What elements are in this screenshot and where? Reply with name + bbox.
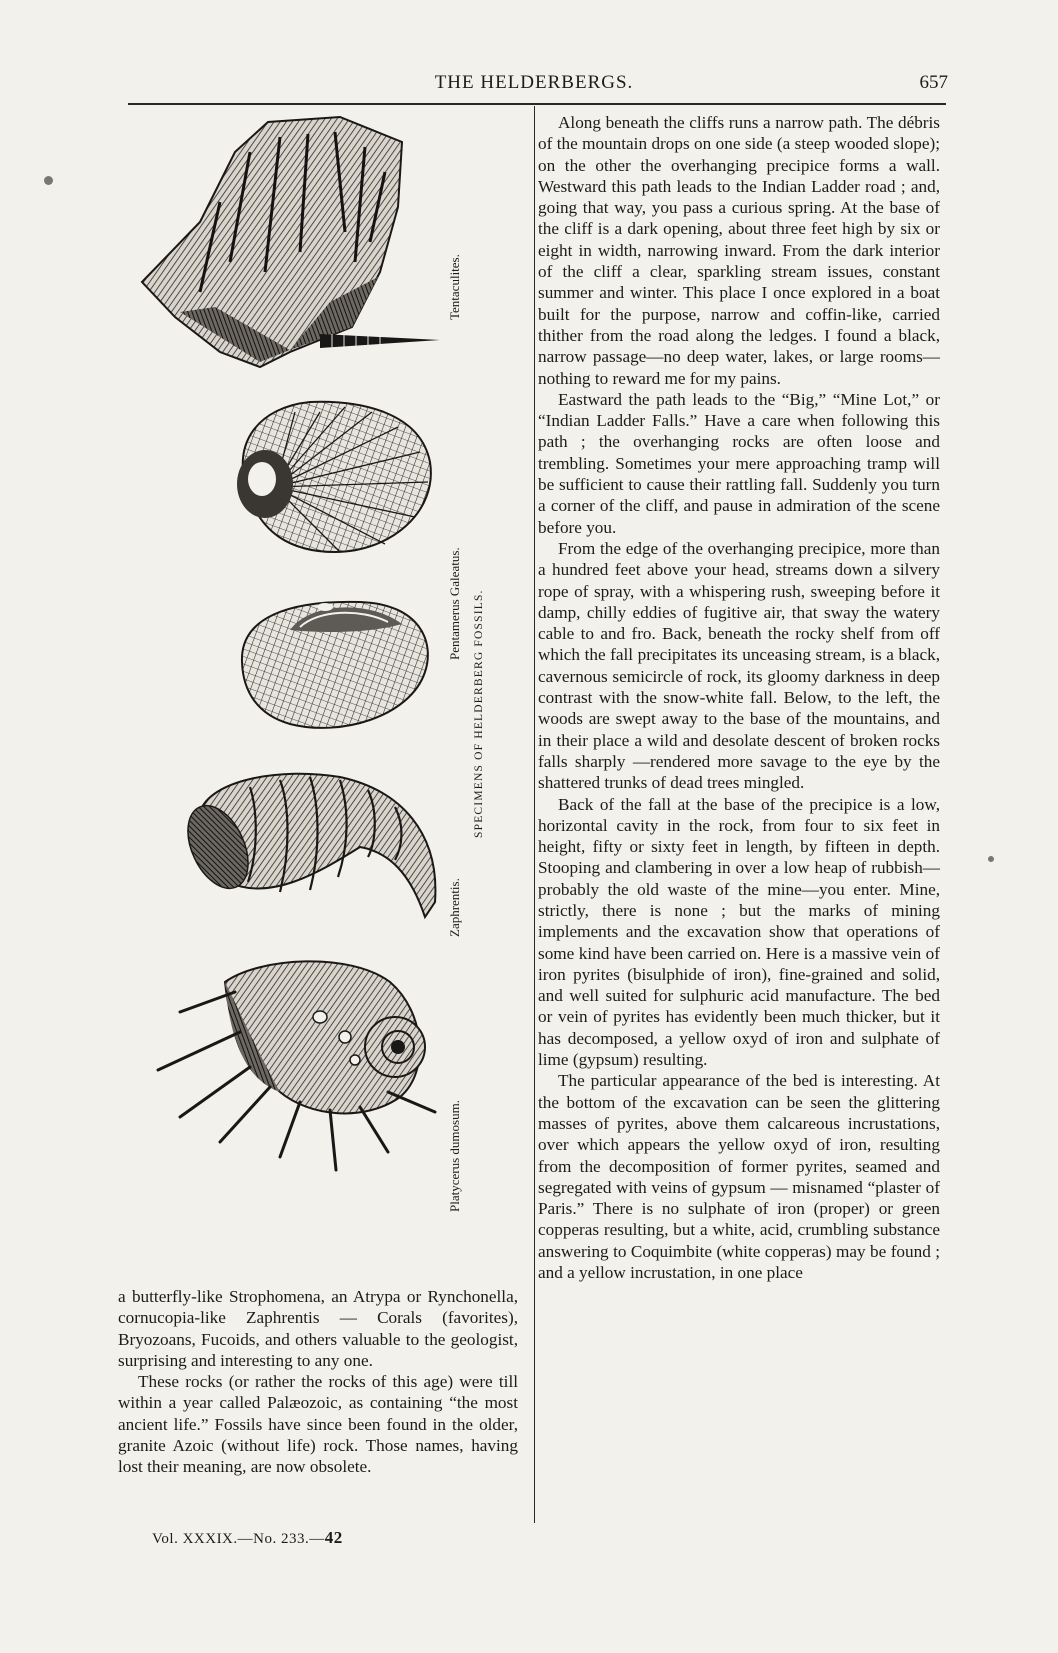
fossil-plate [140, 112, 520, 1282]
label-pentamerus: Pentamerus Galeatus. [447, 547, 462, 660]
paragraph: The particular appearance of the bed is interesting. At the bottom of the excavation can be seen the glittering masses of pyrites, above them calcareous incrustations, over which appears the yellow oxyd of iron, resulting from the decomposition of former pyrites, seamed and segregated with veins of gypsum — misnamed “plaster of Paris.” There is no sulphate of iron (proper) or green copperas resulting, but a white, acid, crumbling substance answering to Coquimbite (white copperas) may be found ; and a yellow incrustation, in one place [538, 1071, 940, 1283]
label-platycerus: Platycerus dumosum. [447, 1100, 462, 1212]
pentamerus-shell-side [242, 602, 428, 728]
page-number: 657 [919, 72, 948, 93]
plate-title: SPECIMENS OF HELDERBERG FOSSILS. [473, 589, 485, 838]
column-rule [534, 106, 535, 1523]
pentamerus-shell-top [237, 402, 431, 552]
platycerus-specimen [158, 961, 435, 1170]
paper-speck [44, 176, 53, 185]
fossil-engravings [140, 112, 520, 1282]
volume-line: Vol. XXXIX.—No. 233.— [152, 1531, 325, 1547]
tentaculites-specimen [142, 117, 440, 367]
zaphrentis-coral [176, 774, 436, 917]
running-head [120, 72, 948, 98]
paragraph: Eastward the path leads to the “Big,” “Mine Lot,” or “Indian Ladder Falls.” Have a care when following this path ; the overhanging rocks are often loose and trembling. Sometimes your mere approaching tramp will be sufficient to cause their rattling fall. Suddenly you turn a corner of the cliff, and pause in admiration of the scene before you. [538, 389, 940, 537]
footer-signature [152, 1528, 343, 1548]
paragraph: Back of the fall at the base of the precipice is a low, horizontal cavity in the rock, from four to six feet in height, fifty or sixty feet in length, by fifteen in depth. Stooping and clambering in over a low heap of rubbish—probably the old waste of the mine—you enter. Mine, strictly, there is none ; but the marks of mining implements and the excavation show that operations of some kind have been carried on. Here is a massive vein of iron pyrites (bisulphide of iron), fine-grained and solid, and well suited for sulphuric acid manufacture. The bed or vein of pyrites has evidently been much thicker, but it has decomposed, a yellow oxyd of iron and sulphate of lime (gypsum) resulting. [538, 794, 940, 1070]
paragraph: a butterfly-like Strophomena, an Atrypa or Rynchonella, cornucopia-like Zaphrentis — Corals (favorites), Bryozoans, Fucoids, and others valuable to the geologist, surprising and interesting to any one. [118, 1287, 518, 1370]
signature-mark: 42 [324, 1528, 343, 1547]
label-zaphrentis: Zaphrentis. [447, 878, 462, 937]
label-tentaculites: Tentaculites. [447, 254, 462, 320]
running-title: THE HELDERBERGS. [434, 72, 634, 93]
paragraph: From the edge of the overhanging precipice, more than a hundred feet above your head, streams down a silvery rope of spray, with a whispering rush, sweeping before it damp, chilly eddies of fugitive air, that sway the watery cable to and fro. Back, beneath the rocky shelf from off which the fall precipitates its unceasing stream, is a black, cavernous semicircle of rock, its gloomy darkness in deep contrast with the snow-white fall. Below, to the left, the woods are swept away to the base of the mountains, and in their place a wild and desolate descent of broken rocks falls sharply —rendered more savage to the eye by the shattered trunks of dead trees mingled. [538, 538, 940, 793]
paragraph: These rocks (or rather the rocks of this age) were till within a year called Palæozoic, as containing “the most ancient life.” Fossils have since been found in the older, granite Azoic (without life) rock. Those names, having lost their meaning, are now obsolete. [118, 1372, 518, 1477]
paragraph: Along beneath the cliffs runs a narrow path. The débris of the mountain drops on one side (a steep wooded slope); on the other the overhanging precipice forms a wall. Westward this path leads to the Indian Ladder road ; and, going that way, you pass a curious spring. At the base of the cliff is a dark opening, about three feet high by six or eight in width, narrowing inward. From the dark interior of the cliff a clear, sparkling stream issues, constant summer and winter. This place I once explored in a boat built for the purpose, narrow and coffin-like, carried thither from the road along the ledges. I found a black, narrow passage—no deep water, lakes, or large rooms—nothing to reward me for my pains. [538, 113, 940, 388]
right-column [538, 112, 940, 1283]
header-rule [128, 103, 946, 105]
paper-speck [988, 856, 994, 862]
left-column [118, 1286, 518, 1478]
